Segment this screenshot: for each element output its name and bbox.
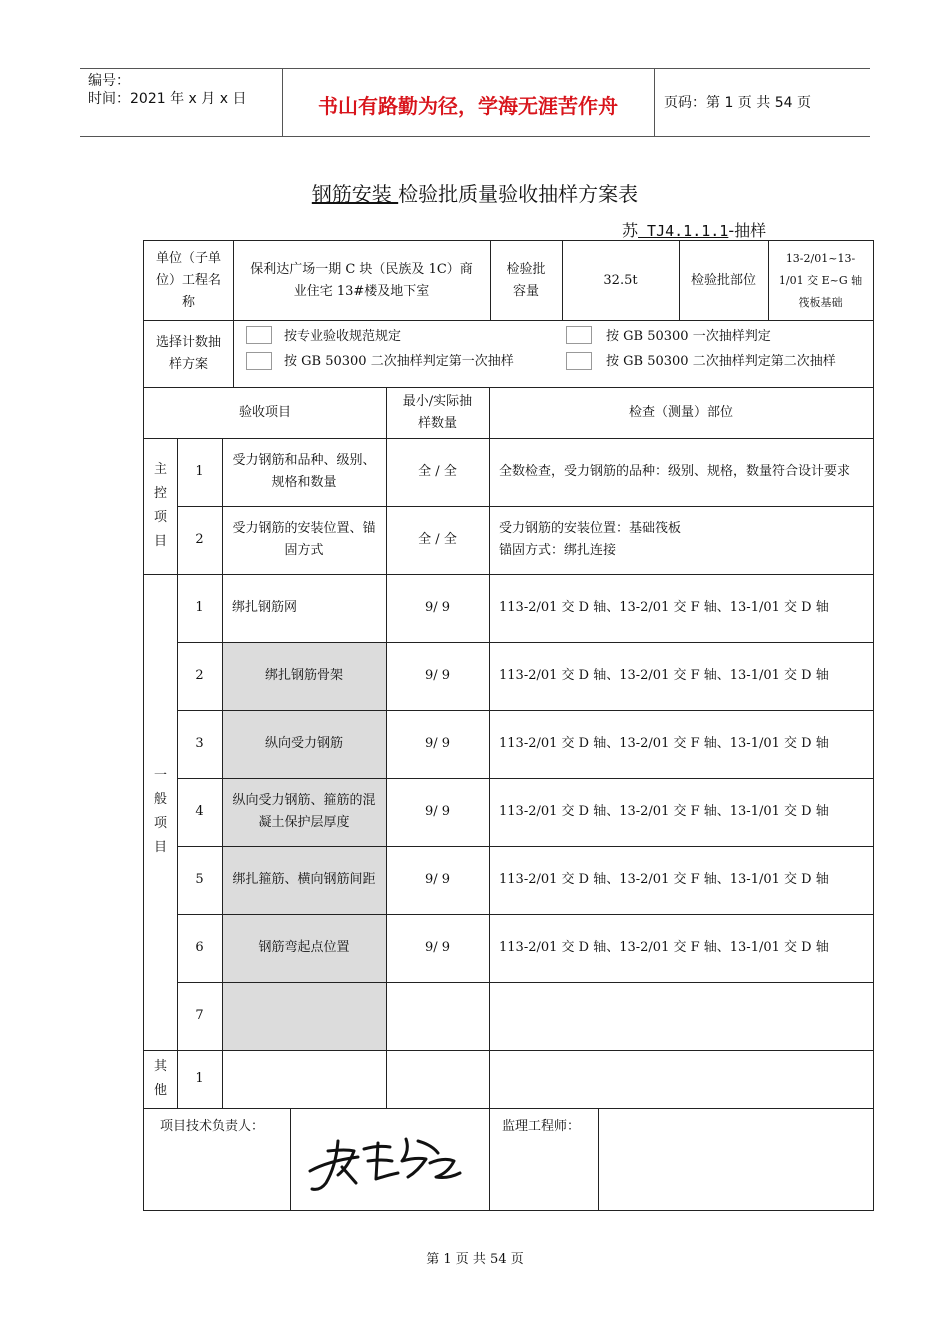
form-code-number: TJ4.1.1.1 bbox=[638, 222, 729, 240]
sampling-label: 选择计数抽样方案 bbox=[156, 334, 222, 372]
signature-drawing bbox=[298, 1121, 478, 1201]
capacity-value: 32.5t bbox=[603, 272, 638, 288]
check-location: 113-2/01 交 D 轴、13-2/01 交 F 轴、13-1/01 交 D 轴 bbox=[499, 668, 829, 683]
sampling-option: 按 GB 50300 二次抽样判定第一次抽样 bbox=[284, 354, 514, 369]
number-label: 编号： bbox=[88, 73, 130, 89]
row-number: 2 bbox=[195, 532, 204, 547]
sample-count: 9/ 9 bbox=[424, 940, 451, 955]
other-label bbox=[144, 1050, 177, 1108]
sample-count: 9/ 9 bbox=[424, 872, 451, 887]
header-top-rule bbox=[80, 68, 870, 69]
form-code-suffix: -抽样 bbox=[728, 221, 767, 240]
item-name: 受力钢筋和品种、级别、规格和数量 bbox=[232, 453, 376, 490]
capacity-label: 检验批容量 bbox=[506, 261, 546, 299]
item-name: 纵向受力钢筋 bbox=[264, 736, 343, 751]
general-label-text: 一般项目 bbox=[153, 768, 167, 855]
location-label: 检验批部位 bbox=[690, 272, 756, 288]
checkbox[interactable] bbox=[246, 352, 272, 370]
check-location: 113-2/01 交 D 轴、13-2/01 交 F 轴、13-1/01 交 D 轴 bbox=[499, 872, 829, 887]
handwritten-signature bbox=[298, 1121, 478, 1201]
check-location: 113-2/01 交 D 轴、13-2/01 交 F 轴、13-1/01 交 D 轴 bbox=[499, 600, 829, 615]
page-footer: 第 1 页 共 54 页 bbox=[426, 1252, 524, 1267]
sample-count bbox=[386, 982, 489, 1050]
header-bottom-rule bbox=[80, 136, 870, 137]
sample-count: 全 / 全 bbox=[418, 464, 457, 479]
sample-count: 9/ 9 bbox=[424, 600, 451, 615]
row-number: 4 bbox=[195, 804, 204, 819]
form-code bbox=[622, 218, 766, 241]
item-name bbox=[222, 982, 386, 1050]
sample-count: 全 / 全 bbox=[418, 532, 457, 547]
header-location: 检查（测量）部位 bbox=[628, 404, 733, 420]
sample-count: 9/ 9 bbox=[424, 804, 451, 819]
check-location: 113-2/01 交 D 轴、13-2/01 交 F 轴、13-1/01 交 D 轴 bbox=[499, 736, 829, 751]
form-code-prefix: 苏 bbox=[622, 221, 639, 240]
col-rule bbox=[598, 1108, 599, 1210]
unit-name-label: 单位（子单位）工程名称 bbox=[156, 250, 222, 310]
sampling-option: 按 GB 50300 一次抽样判定 bbox=[606, 329, 771, 344]
col-rule bbox=[290, 1108, 291, 1210]
item-name: 绑扎箍筋、横向钢筋间距 bbox=[232, 872, 376, 887]
check-location bbox=[489, 982, 873, 1050]
item-name: 绑扎钢筋骨架 bbox=[264, 668, 343, 683]
row-number: 6 bbox=[195, 940, 204, 955]
header-divider bbox=[654, 68, 655, 136]
row-rule bbox=[144, 1050, 873, 1051]
checkbox[interactable] bbox=[566, 352, 592, 370]
col-rule bbox=[489, 1108, 490, 1210]
header-sample: 最小/实际抽样数量 bbox=[402, 393, 473, 431]
header-item: 验收项目 bbox=[238, 404, 291, 420]
row-number: 1 bbox=[195, 600, 204, 615]
item-name: 绑扎钢筋网 bbox=[232, 600, 298, 615]
page-info: 页码：第 1 页 共 54 页 bbox=[664, 95, 811, 111]
other-label-text: 其他 bbox=[153, 1059, 167, 1098]
unit-name-value: 保利达广场一期 C 块（民族及 1C）商业住宅 13#楼及地下室 bbox=[250, 261, 473, 299]
inspection-table bbox=[143, 240, 874, 1211]
sample-count: 9/ 9 bbox=[424, 668, 451, 683]
row-number: 3 bbox=[195, 736, 204, 751]
row-number: 5 bbox=[195, 872, 204, 887]
sample-count: 9/ 9 bbox=[424, 736, 451, 751]
row-number: 7 bbox=[195, 1008, 204, 1023]
row-rule bbox=[144, 1108, 290, 1109]
general-label bbox=[144, 574, 177, 1050]
item-name: 纵向受力钢筋、箍筋的混凝土保护层厚度 bbox=[232, 793, 376, 830]
check-location: 113-2/01 交 D 轴、13-2/01 交 F 轴、13-1/01 交 D 轴 bbox=[499, 804, 829, 819]
row-rule bbox=[144, 320, 873, 321]
row-number: 1 bbox=[195, 1071, 204, 1086]
check-location: 113-2/01 交 D 轴、13-2/01 交 F 轴、13-1/01 交 D 轴 bbox=[499, 940, 829, 955]
main-control-label-text: 主控项目 bbox=[153, 462, 167, 549]
checkbox[interactable] bbox=[246, 326, 272, 344]
item-name: 钢筋弯起点位置 bbox=[258, 940, 350, 955]
checkbox[interactable] bbox=[566, 326, 592, 344]
sampling-option: 按 GB 50300 二次抽样判定第二次抽样 bbox=[606, 354, 836, 369]
sampling-option: 按专业验收规范规定 bbox=[284, 329, 402, 344]
tech-lead-label: 项目技术负责人： bbox=[160, 1119, 265, 1134]
motto-text: 书山有路勤为径，学海无涯苦作舟 bbox=[318, 94, 618, 118]
date-label: 时间：2021 年 x 月 x 日 bbox=[88, 91, 247, 107]
title-subject: 钢筋安装 bbox=[311, 182, 399, 206]
item-name: 受力钢筋的安装位置、锚固方式 bbox=[232, 521, 376, 558]
check-location: 全数检查，受力钢筋的品种：级别、规格，数量符合设计要求 bbox=[499, 464, 851, 479]
location-value: 13-2/01~13-1/01 交 E~G 轴筏板基础 bbox=[778, 251, 863, 309]
supervisor-label: 监理工程师： bbox=[502, 1119, 581, 1134]
col-rule bbox=[233, 320, 234, 387]
main-control-label bbox=[144, 438, 177, 574]
document-title bbox=[0, 178, 950, 207]
row-number: 2 bbox=[195, 668, 204, 683]
check-location: 受力钢筋的安装位置：基础筏板 锚固方式：绑扎连接 bbox=[499, 521, 682, 558]
row-number: 1 bbox=[195, 464, 204, 479]
title-main: 检验批质量验收抽样方案表 bbox=[398, 182, 639, 206]
